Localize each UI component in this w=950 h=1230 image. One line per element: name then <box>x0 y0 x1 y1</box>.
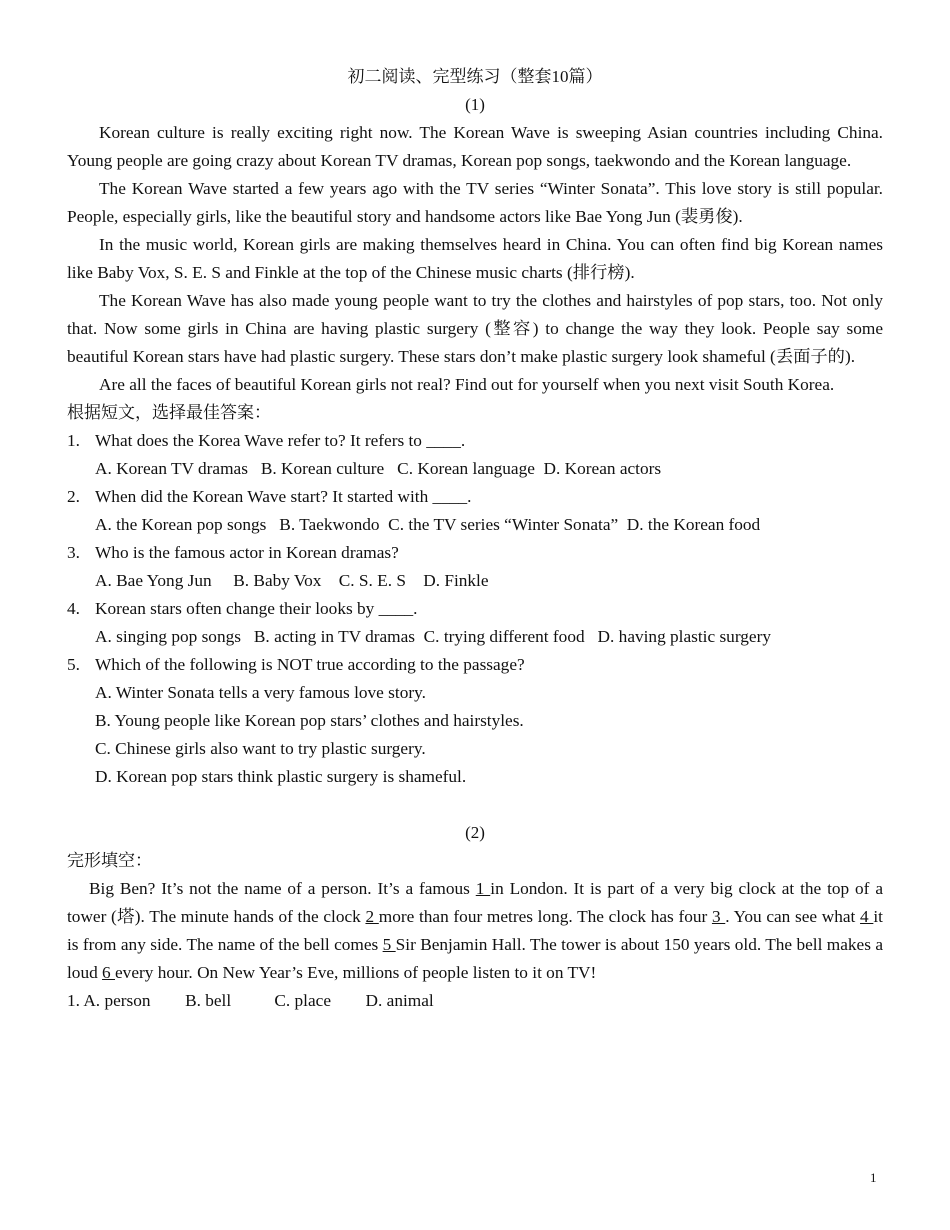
question-text: Which of the following is NOT true according to the passage? <box>95 655 525 674</box>
cloze-passage <box>67 875 883 987</box>
cloze-options-1: 1. A. person B. bell C. place D. animal <box>67 991 434 1010</box>
section-2-instruction: 完形填空： <box>67 851 152 870</box>
question-5 <box>67 651 883 679</box>
cloze-blank-5: 5 <box>382 935 396 954</box>
cloze-text: in London. It is part of a very big clock at the top of a tower (塔). The minute hands of the clock <box>67 879 883 926</box>
section-1-number: (1) <box>465 95 485 114</box>
paragraph-4: The Korean Wave has also made young people want to try the clothes and hairstyles of pop stars, too. Not only that. Now some girls in China are having plastic surgery (整容) to change the way they look. People say some beautiful Korean stars have had plastic surgery. These stars don’t make plastic surgery look shameful (丢面子的). <box>67 291 883 366</box>
cloze-text: Sir Benjamin Hall. The tower is about 150 years old. The bell makes a loud <box>67 935 883 982</box>
question-5-option-a: A. Winter Sonata tells a very famous love story. <box>95 683 426 702</box>
page-number: 1 <box>870 1170 877 1185</box>
question-2-options: A. the Korean pop songs B. Taekwondo C. the TV series “Winter Sonata” D. the Korean food <box>95 515 761 534</box>
cloze-blank-3: 3 <box>711 907 726 926</box>
question-text: Who is the famous actor in Korean dramas? <box>95 543 399 562</box>
question-5-option-c: C. Chinese girls also want to try plastic surgery. <box>95 739 426 758</box>
paragraph-2: The Korean Wave started a few years ago with the TV series “Winter Sonata”. This love story is still popular. People, especially girls, like the beautiful story and handsome actors like Bae Yong Jun (裴勇俊). <box>67 179 883 226</box>
cloze-blank-1: 1 <box>475 879 491 898</box>
question-number: 1. <box>67 431 80 450</box>
question-4-options: A. singing pop songs B. acting in TV dramas C. trying different food D. having plastic surgery <box>95 627 771 646</box>
paragraph-3: In the music world, Korean girls are making themselves heard in China. You can often find big Korean names like Baby Vox, S. E. S and Finkle at the top of the Chinese music charts (排行榜). <box>67 235 883 282</box>
cloze-blank-4: 4 <box>860 907 874 926</box>
cloze-blank-6: 6 <box>102 963 116 982</box>
question-2 <box>67 483 883 511</box>
question-text: What does the Korea Wave refer to? It refers to ____. <box>95 431 466 450</box>
question-number: 4. <box>67 599 80 618</box>
question-number: 2. <box>67 487 80 506</box>
page-title: 初二阅读、完型练习（整套10篇） <box>347 67 603 86</box>
question-5-option-d: D. Korean pop stars think plastic surgery is shameful. <box>95 767 467 786</box>
cloze-text: more than four metres long. The clock has four <box>378 907 712 926</box>
question-4 <box>67 595 883 623</box>
section-2-number: (2) <box>465 823 485 842</box>
section-1-instruction: 根据短文，选择最佳答案： <box>67 403 271 422</box>
paragraph-1: Korean culture is really exciting right now. The Korean Wave is sweeping Asian countries including China. Young people are going crazy about Korean TV dramas, Korean pop songs, taekwondo and the Korean language. <box>67 123 883 170</box>
question-text: When did the Korean Wave start? It started with ____. <box>95 487 472 506</box>
cloze-blank-2: 2 <box>365 907 379 926</box>
question-3 <box>67 539 883 567</box>
question-5-option-b: B. Young people like Korean pop stars’ clothes and hairstyles. <box>95 711 524 730</box>
question-3-options: A. Bae Yong Jun B. Baby Vox C. S. E. S D. Finkle <box>95 571 489 590</box>
question-text: Korean stars often change their looks by ____. <box>95 599 418 618</box>
question-1 <box>67 427 883 455</box>
question-number: 5. <box>67 655 80 674</box>
cloze-text: . You can see what <box>725 907 861 926</box>
paragraph-5: Are all the faces of beautiful Korean girls not real? Find out for yourself when you next visit South Korea. <box>99 375 835 394</box>
question-1-options: A. Korean TV dramas B. Korean culture C. Korean language D. Korean actors <box>95 459 662 478</box>
cloze-text: Big Ben? It’s not the name of a person. It’s a famous <box>89 879 476 898</box>
cloze-text: it is from any side. The name of the bell comes <box>67 907 883 954</box>
spacer <box>67 791 883 819</box>
cloze-text: every hour. On New Year’s Eve, millions of people listen to it on TV! <box>115 963 597 982</box>
document-page <box>67 63 883 1015</box>
question-number: 3. <box>67 543 80 562</box>
